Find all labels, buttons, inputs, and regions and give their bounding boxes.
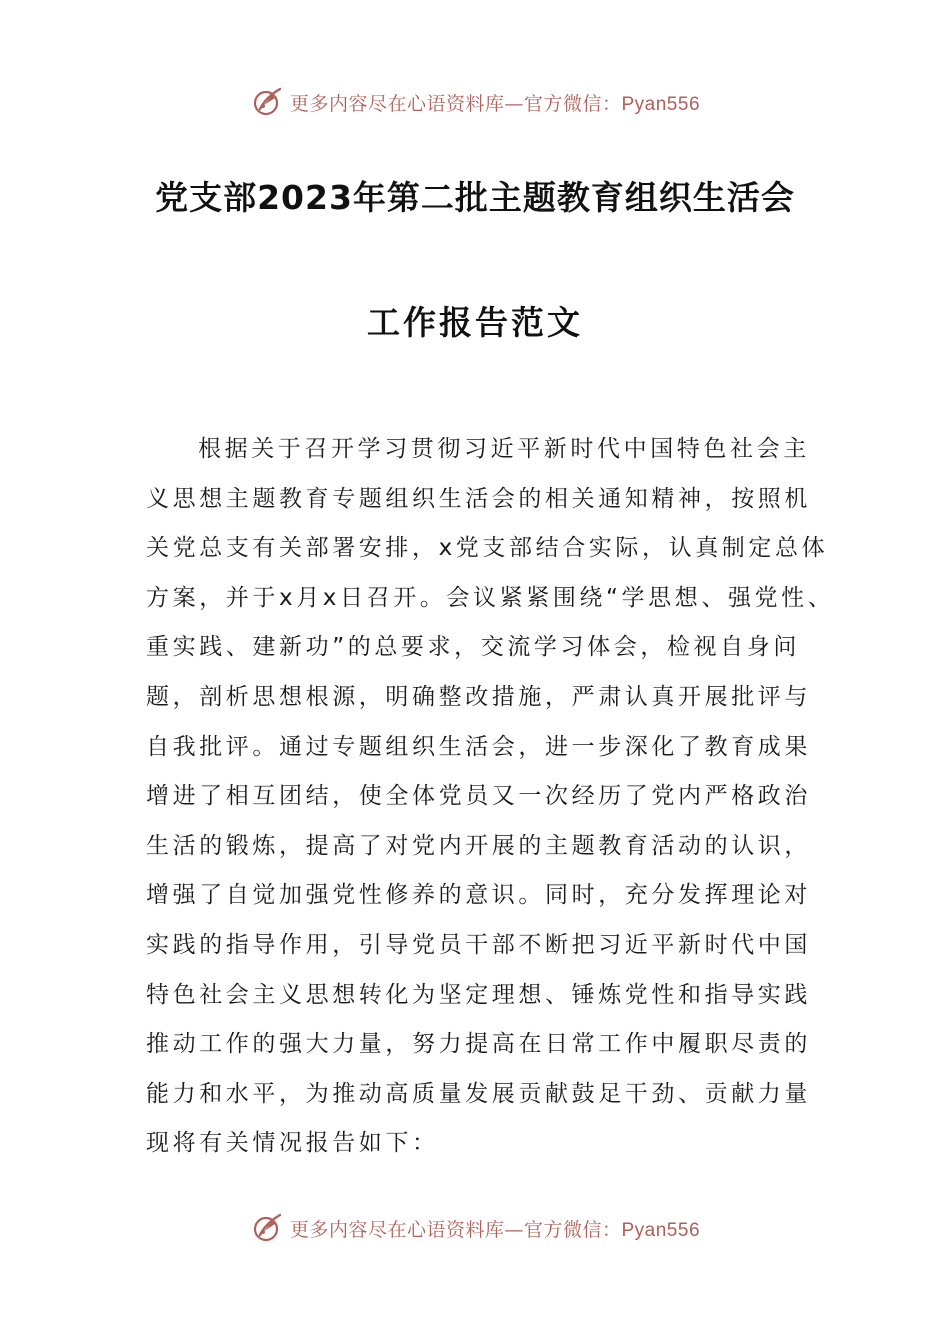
body-line: 能力和水平，为推动高质量发展贡献鼓足干劲、贡献力量 xyxy=(146,1080,811,1107)
body-line: 根据关于召开学习贯彻习近平新时代中国特色社会主 xyxy=(198,436,810,462)
body-line: 增进了相互团结，使全体党员又一次经历了党内严格政治 xyxy=(146,783,811,810)
quill-seal-icon xyxy=(250,85,284,119)
body-line: 推动工作的强大力量，努力提高在日常工作中履职尽责的 xyxy=(146,1031,811,1058)
body-line: 题，剖析思想根源，明确整改措施，严肃认真开展批评与 xyxy=(146,683,811,710)
body-line: 现将有关情况报告如下： xyxy=(146,1130,439,1157)
header-wechat-id: Pyan556 xyxy=(621,93,701,115)
document-title-line-2: 工作报告范文 xyxy=(367,303,583,342)
footer-watermark-text: 更多内容尽在心语资料库—官方微信：Pyan556 xyxy=(289,1218,701,1241)
body-paragraph xyxy=(146,429,835,1173)
quill-seal-icon xyxy=(250,1211,284,1245)
footer-watermark-banner xyxy=(0,1206,950,1250)
body-line: 特色社会主义思想转化为坚定理想、锤炼党性和指导实践 xyxy=(146,981,811,1008)
body-line: 重实践、建新功”的总要求，交流学习体会，检视自身问 xyxy=(146,634,800,661)
header-watermark-text: 更多内容尽在心语资料库—官方微信：Pyan556 xyxy=(289,92,701,115)
body-line: 关党总支有关部署安排，x党支部结合实际，认真制定总体 xyxy=(146,535,829,562)
body-line: 方案，并于x月x日召开。会议紧紧围绕“学思想、强党性、 xyxy=(146,584,835,611)
document-title-line-1: 党支部2023年第二批主题教育组织生活会 xyxy=(155,178,795,217)
footer-wechat-id: Pyan556 xyxy=(621,1219,701,1241)
body-line: 自我批评。通过专题组织生活会，进一步深化了教育成果 xyxy=(146,733,811,760)
body-line: 增强了自觉加强党性修养的意识。同时，充分发挥理论对 xyxy=(146,882,811,909)
body-line: 实践的指导作用，引导党员干部不断把习近平新时代中国 xyxy=(146,931,811,958)
body-line: 生活的锻炼，提高了对党内开展的主题教育活动的认识， xyxy=(146,832,811,859)
header-watermark-banner xyxy=(0,80,950,124)
body-line: 义思想主题教育专题组织生活会的相关通知精神，按照机 xyxy=(146,485,811,512)
